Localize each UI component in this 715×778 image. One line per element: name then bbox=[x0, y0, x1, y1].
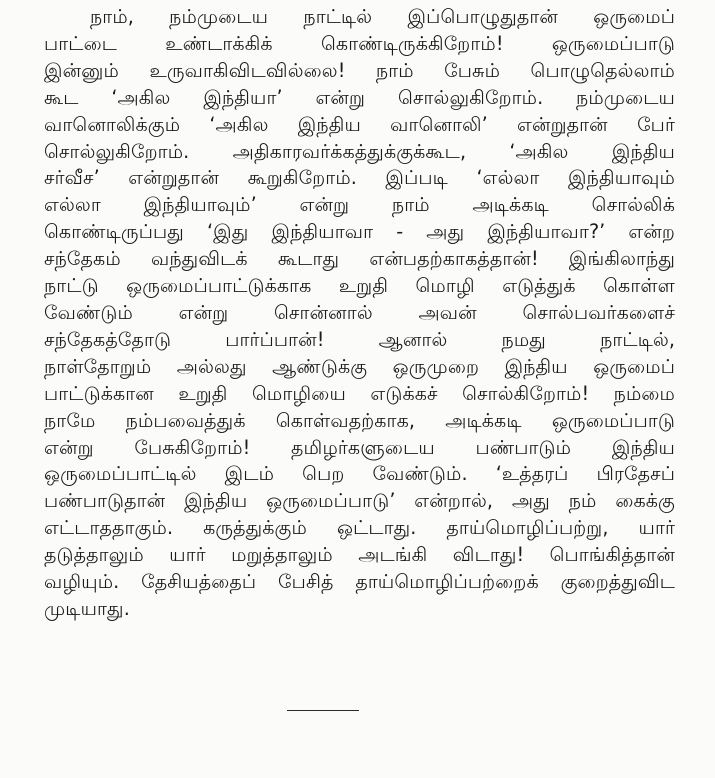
text-line: நாட்டு ஒருமைப்பாட்டுக்காக உறுதி மொழி எடுத்துக் கொள்ள bbox=[44, 274, 675, 298]
text-line: வேண்டும் என்று சொன்னால் அவன் சொல்பவர்களைச் bbox=[44, 300, 675, 324]
text-line: தடுத்தாலும் யார் மறுத்தாலும் அடங்கி விடாது! பொங்கித்தான் bbox=[44, 543, 675, 567]
text-line: சொல்லுகிறோம். அதிகாரவர்க்கத்துக்குக்கூட, ‘அகில இந்திய bbox=[44, 139, 675, 163]
text-line: சர்வீச’ என்றுதான் கூறுகிறோம். இப்படி ‘எல்லா இந்தியாவும் bbox=[44, 166, 675, 190]
text-line: கூட ‘அகில இந்தியா’ என்று சொல்லுகிறோம். நம்முடைய bbox=[44, 85, 675, 109]
text-line: வானொலிக்கும் ‘அகில இந்திய வானொலி’ என்றுதான் பேர் bbox=[44, 112, 675, 136]
section-divider bbox=[287, 710, 359, 711]
text-line: முடியாது. bbox=[44, 596, 130, 620]
text-line: வழியும். தேசியத்தைப் பேசித் தாய்மொழிப்பற்றைக் குறைத்துவிட bbox=[44, 570, 675, 594]
text-line: சந்தேகம் வந்துவிடக் கூடாது என்பதற்காகத்தான்! இங்கிலாந்து bbox=[44, 247, 675, 271]
text-line: நாமே நம்பவைத்துக் கொள்வதற்காக, அடிக்கடி ஒருமைப்பாடு bbox=[44, 408, 675, 432]
text-line: எட்டாததாகும். கருத்துக்கும் ஒட்டாது. தாய்மொழிப்பற்று, யார் bbox=[44, 516, 675, 540]
text-line: ஒருமைப்பாட்டில் இடம் பெற வேண்டும். ‘உத்தரப் பிரதேசப் bbox=[44, 462, 675, 486]
text-line: கொண்டிருப்பது ‘இது இந்தியாவா - அது இந்தியாவா?’ என்ற bbox=[44, 220, 675, 244]
text-line: நாம், நம்முடைய நாட்டில் இப்பொழுதுதான் ஒருமைப் bbox=[90, 5, 675, 28]
text-line: எல்லா இந்தியாவும்’ என்று நாம் அடிக்கடி சொல்லிக் bbox=[44, 193, 675, 217]
body-paragraph bbox=[44, 4, 675, 623]
text-line: என்று பேசுகிறோம்! தமிழர்களுடைய பண்பாடும் இந்திய bbox=[44, 435, 675, 459]
text-line: நாள்தோறும் அல்லது ஆண்டுக்கு ஒருமுறை இந்திய ஒருமைப் bbox=[44, 354, 675, 378]
text-line: சந்தேகத்தோடு பார்ப்பான்! ஆனால் நமது நாட்டில், bbox=[44, 327, 675, 351]
text-line: பாட்டுக்கான உறுதி மொழியை எடுக்கச் சொல்கிறோம்! நம்மை bbox=[44, 381, 675, 405]
text-line: பண்பாடுதான் இந்திய ஒருமைப்பாடு’ என்றால், அது நம் கைக்கு bbox=[44, 489, 675, 513]
text-line: பாட்டை உண்டாக்கிக் கொண்டிருக்கிறோம்! ஒருமைப்பாடு bbox=[44, 31, 675, 55]
text-line: இன்னும் உருவாகிவிடவில்லை! நாம் பேசும் பொழுதெல்லாம் bbox=[44, 58, 675, 82]
